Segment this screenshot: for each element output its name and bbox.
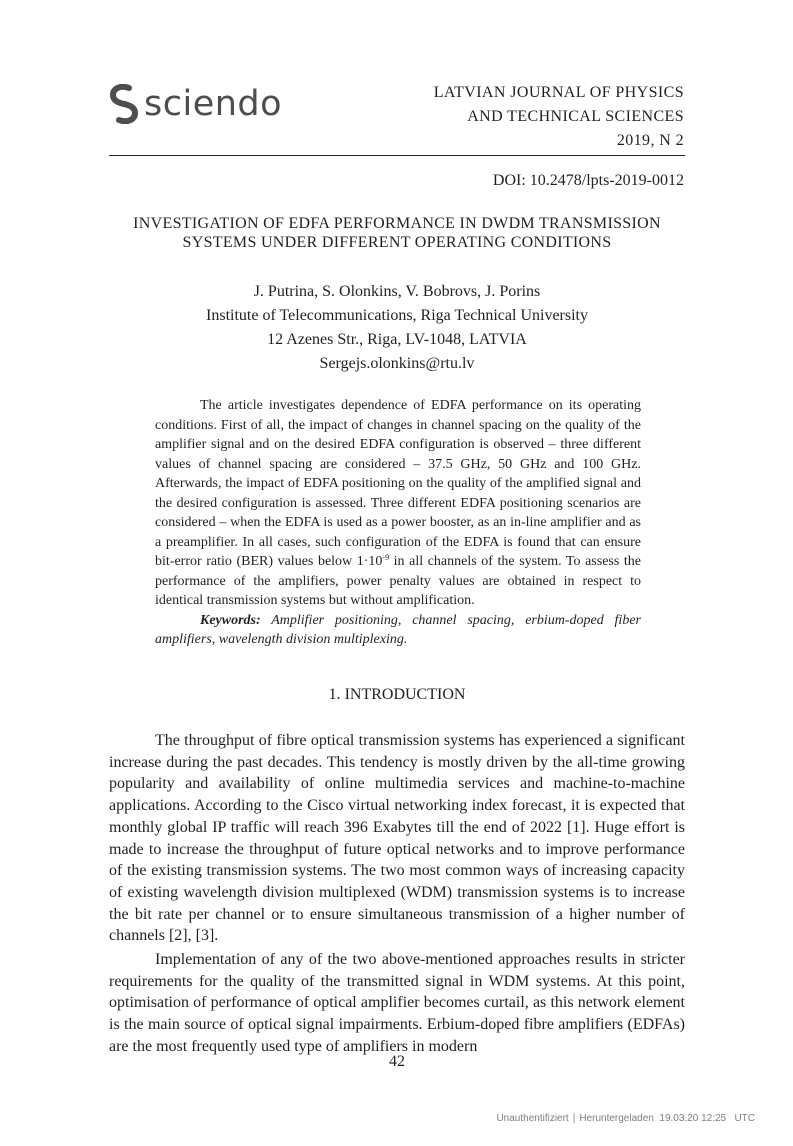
- publisher-logo: [110, 82, 282, 126]
- paragraph-2: Implementation of any of the two above-mentioned approaches results in stricter requirements for the quality of the transmitted signal in WDM systems. At this point, optimisation of performance of optical amplifier becomes curtail, as this network element is the main source of optical signal impairments. Erbium-doped fibre amplifiers (EDFAs) are the most frequently used type of amplifiers in modern: [109, 951, 685, 1055]
- email: Sergejs.olonkins@rtu.lv: [319, 355, 475, 372]
- journal-issue: 2019, N 2: [616, 132, 684, 149]
- journal-line-2: AND TECHNICAL SCIENCES: [467, 108, 684, 125]
- authors: J. Putrina, S. Olonkins, V. Bobrovs, J. Porins: [253, 283, 541, 300]
- section-body: [109, 730, 685, 1060]
- journal-line-1: LATVIAN JOURNAL OF PHYSICS: [433, 84, 684, 101]
- keywords-label: Keywords:: [200, 612, 261, 628]
- footer-status: Unauthentifiziert: [496, 1113, 569, 1124]
- abstract-text-part-1: The article investigates dependence of EDFA performance on its operating conditions. First of all, the impact of changes in channel spacing on the quality of the amplifier signal and on the desired EDFA configuration is observed – three different values of channel spacing are considered – 37.5 GHz, 50 GHz and 100 GHz. Afterwards, the impact of EDFA positioning on the quality of the amplified signal and the desired configuration is assessed. Three different EDFA positioning scenarios are considered – when the EDFA is used as a power booster, as an in-line amplifier and as a preamplifier. In all cases, such configuration of the EDFA is found that can ensure bit-error ratio (BER) values below 1·10: [155, 398, 641, 569]
- page-number: 42: [389, 1053, 405, 1070]
- footer-download: Heruntergeladen 19.03.20 12:25 UTC: [579, 1113, 755, 1124]
- paragraph-1: The throughput of fibre optical transmission systems has experienced a significant increase during the past decades. This tendency is mostly driven by the all-time growing popularity and availability of online multimedia services and machine-to-machine applications. According to the Cisco virtual networking index forecast, it is expected that monthly global IP traffic will reach 396 Exabytes till the end of 2022 [1]. Huge effort is made to increase the throughput of future optical networks and to improve performance of the existing transmission systems. The two most common ways of increasing capacity of existing wavelength division multiplexed (WDM) transmission systems is to increase the bit rate per channel or to ensure simultaneous transmission of a higher number of channels [2], [3].: [109, 732, 685, 945]
- keywords-list: Amplifier positioning, channel spacing, erbium-doped fiber amplifiers, wavelength division multiplexing.: [155, 612, 641, 647]
- sciendo-s-logo-icon: [110, 84, 138, 124]
- header-divider: [109, 155, 685, 156]
- abstract-exponent: -9: [382, 553, 390, 562]
- author-block: [109, 280, 685, 376]
- download-footer: [496, 1113, 755, 1125]
- article-title: [109, 214, 685, 252]
- title-line-1: INVESTIGATION OF EDFA PERFORMANCE IN DWDM TRANSMISSION: [133, 215, 661, 232]
- abstract-text: [155, 396, 641, 611]
- title-line-2: SYSTEMS UNDER DIFFERENT OPERATING CONDITIONS: [182, 234, 612, 251]
- abstract: [155, 396, 641, 650]
- doi: DOI: 10.2478/lpts-2019-0012: [492, 172, 684, 189]
- affiliation: Institute of Telecommunications, Riga Technical University: [206, 307, 588, 324]
- abstract-text-part-2: in all channels of the system. To assess the performance of the amplifiers, power penalty values are obtained in respect to identical transmission systems but without amplification.: [155, 554, 641, 608]
- logo-text: sciendo: [144, 83, 283, 124]
- journal-name: [434, 81, 684, 153]
- address: 12 Azenes Str., Riga, LV-1048, LATVIA: [267, 331, 527, 348]
- keywords: [155, 611, 641, 650]
- section-heading: 1. INTRODUCTION: [328, 686, 466, 703]
- footer-separator: |: [572, 1113, 576, 1124]
